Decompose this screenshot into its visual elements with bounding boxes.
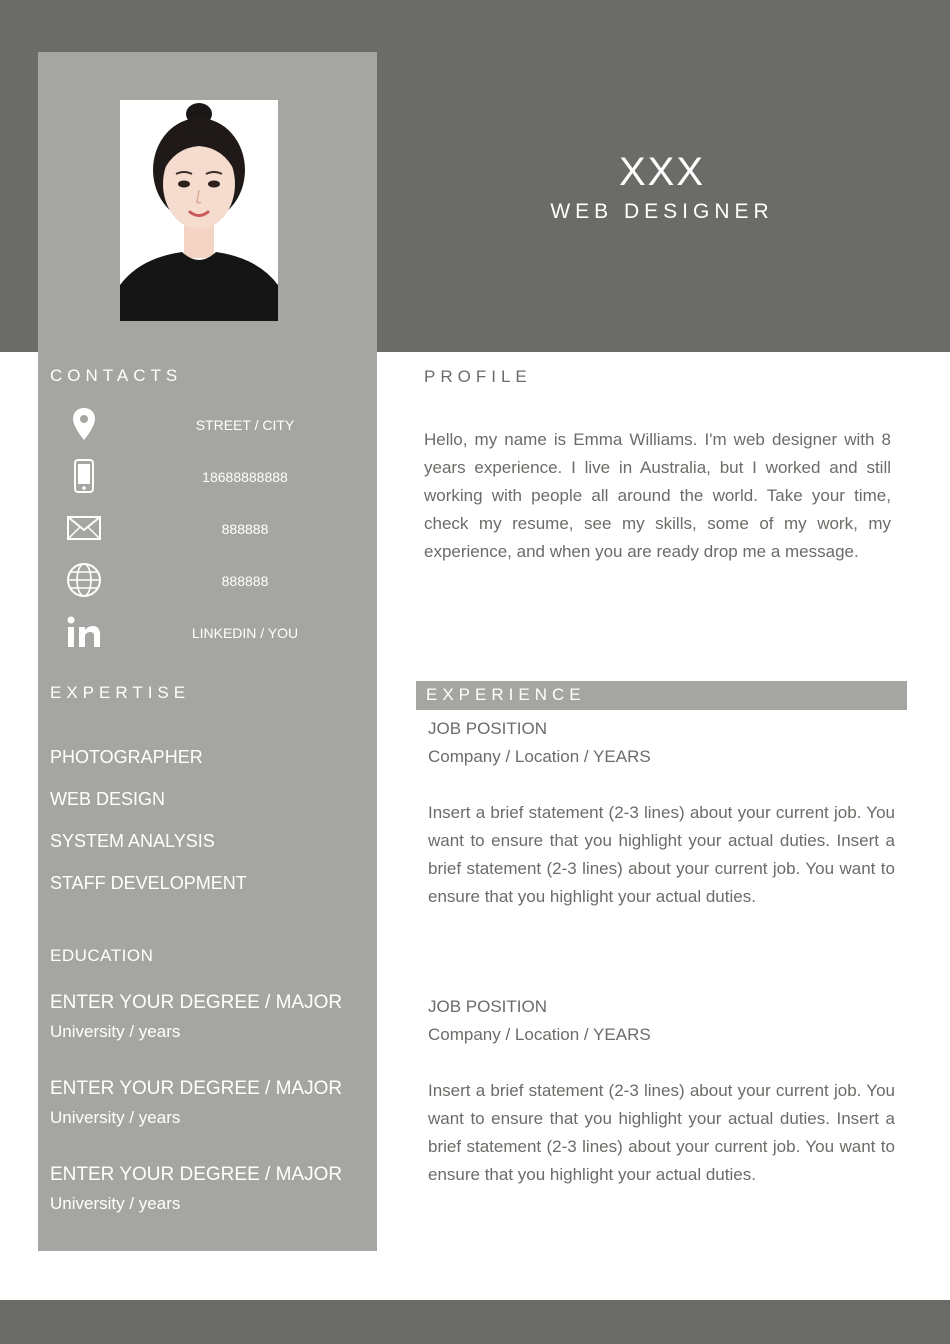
education-degree: ENTER YOUR DEGREE / MAJOR — [50, 1164, 343, 1185]
contact-phone: 18688888888 — [202, 469, 288, 485]
experience-heading: EXPERIENCE — [426, 685, 586, 704]
education-degree: ENTER YOUR DEGREE / MAJOR — [50, 1078, 343, 1099]
profile-text: Hello, my name is Emma Williams. I'm web designer with 8 years experience. I live in Australia, but I worked and still working with people all around the world. Take your time, check my resume, see my skills, some of my work, my experience, and when you are ready drop me a message. — [424, 430, 891, 561]
education-school: University / years — [50, 1022, 181, 1041]
education-school: University / years — [50, 1194, 181, 1213]
contact-website: 888888 — [221, 573, 269, 589]
job-description: Insert a brief statement (2-3 lines) about your current job. You want to ensure that you highlight your actual duties. Insert a brief statement (2-3 lines) about your current job. You want to ensure that you highlight your actual duties. — [428, 803, 895, 906]
job-position: JOB POSITION — [428, 719, 548, 738]
contact-address: STREET / CITY — [195, 417, 295, 433]
mail-icon — [64, 508, 104, 548]
candidate-name: XXX — [618, 150, 706, 194]
education-degree: ENTER YOUR DEGREE / MAJOR — [50, 992, 343, 1013]
contact-email: 888888 — [221, 521, 269, 537]
skill-item: STAFF DEVELOPMENT — [50, 873, 247, 893]
job-company: Company / Location / YEARS — [428, 747, 651, 766]
education-school: University / years — [50, 1108, 181, 1127]
phone-icon — [64, 456, 104, 496]
skill-item: WEB DESIGN — [50, 789, 166, 809]
linkedin-icon — [64, 612, 104, 652]
education-heading: EDUCATION — [50, 946, 154, 965]
footer-band — [0, 1300, 950, 1344]
skill-item: SYSTEM ANALYSIS — [50, 831, 215, 851]
profile-heading: PROFILE — [424, 367, 532, 386]
job-role: WEB DESIGNER — [550, 200, 774, 223]
expertise-heading: EXPERTISE — [50, 683, 191, 702]
globe-icon — [64, 560, 104, 600]
experience-heading-bar — [416, 681, 907, 710]
contact-linkedin: LINKEDIN / YOU — [191, 625, 299, 641]
location-pin-icon — [64, 404, 104, 444]
job-description: Insert a brief statement (2-3 lines) about your current job. You want to ensure that you highlight your actual duties. Insert a brief statement (2-3 lines) about your current job. You want to ensure that you highlight your actual duties. — [428, 1081, 895, 1184]
job-position: JOB POSITION — [428, 997, 548, 1016]
job-company: Company / Location / YEARS — [428, 1025, 651, 1044]
contacts-heading: CONTACTS — [50, 366, 183, 385]
skill-item: PHOTOGRAPHER — [50, 747, 203, 767]
profile-photo — [120, 100, 278, 321]
